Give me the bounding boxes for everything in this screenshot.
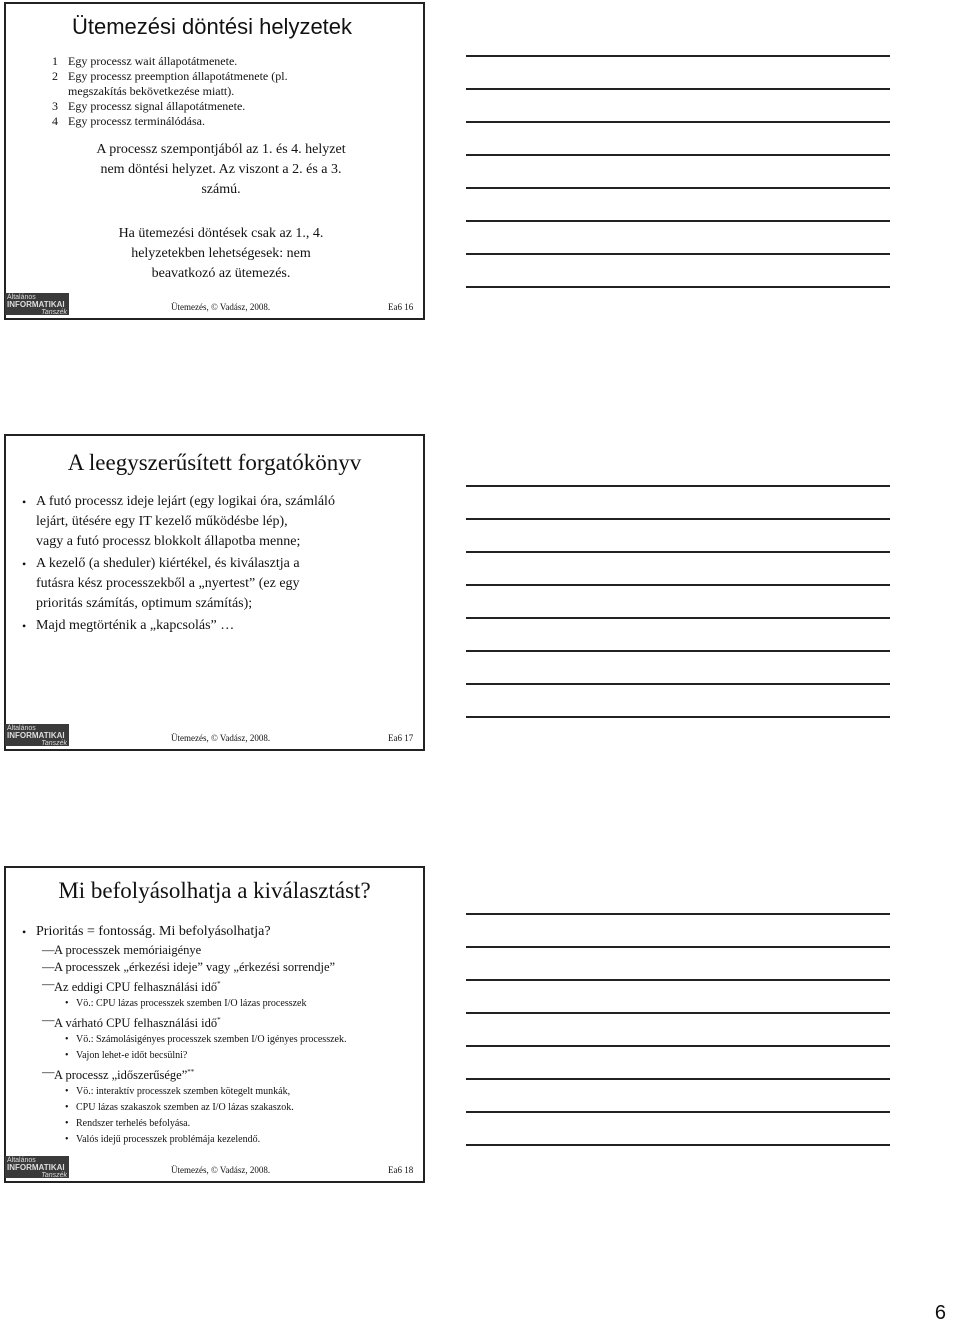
list-item: • Vö.: CPU lázas processzek szemben I/O lázas processzek — [65, 998, 307, 1010]
note-lines — [466, 485, 890, 749]
slide-footer — [6, 725, 423, 745]
list-item: • Vajon lehet-e időt becsülni? — [65, 1050, 188, 1062]
slide-title: Ütemezési döntési helyzetek — [72, 14, 353, 39]
list-item: • A kezelő (a sheduler) kiértékel, és kiválasztja a futásra kész processzekből a „nyertest” (ez egy prioritás számítás, optimum számítás); — [22, 556, 300, 611]
list-item: 2 Egy processz preemption állapotátmenete (pl. — [52, 69, 288, 83]
list-item: • Vö.: interaktív processzek szemben kötegelt munkák, — [65, 1086, 291, 1098]
slide-footer — [6, 294, 423, 314]
slide-number: Ea6 18 — [388, 1165, 414, 1175]
department-logo: Általános INFORMATIKAI Tanszék — [7, 1157, 67, 1178]
numbered-list — [52, 54, 288, 129]
list-item: • Majd megtörténik a „kapcsolás” … — [22, 618, 235, 633]
slide-18 — [4, 866, 425, 1183]
list-item: — A processzek memóriaigénye — [42, 943, 202, 957]
list-item: 3 Egy processz signal állapotátmenete. — [52, 99, 246, 113]
slide-footer — [6, 1157, 423, 1177]
list-item: • A futó processz ideje lejárt (egy logikai óra, számláló lejárt, ütésére egy IT kezelő működésbe lép), vagy a futó processz blokkolt állapotba menne; — [22, 494, 335, 549]
slide-17 — [4, 434, 425, 751]
slide-number: Ea6 16 — [388, 302, 414, 312]
slide-title: A leegyszerűsített forgatókönyv — [67, 450, 362, 475]
note-lines — [466, 913, 890, 1177]
list-item: — A várható CPU felhasználási idő* — [42, 1013, 221, 1031]
slide-title: Mi befolyásolhatja a kiválasztást? — [58, 878, 371, 903]
department-logo: Általános INFORMATIKAI Tanszék — [7, 725, 67, 746]
list-item: • Rendszer terhelés befolyása. — [65, 1118, 191, 1130]
list-item: — Az eddigi CPU felhasználási idő* — [42, 977, 221, 995]
footer-credit: Ütemezés, © Vadász, 2008. — [171, 302, 271, 312]
list-item: — A processzek „érkezési ideje” vagy „érkezési sorrendje” — [42, 960, 336, 974]
slide-16 — [4, 2, 425, 320]
outline-list — [20, 922, 420, 1148]
page-number: 6 — [934, 1302, 946, 1324]
list-item: 1 Egy processz wait állapotátmenete. — [52, 54, 238, 68]
list-item: • Valós idejű processzek problémája kezelendő. — [65, 1134, 261, 1146]
bullet-list — [20, 492, 410, 638]
note-lines — [466, 55, 890, 319]
list-item: 4 Egy processz terminálódása. — [52, 114, 205, 128]
list-item: • Vö.: Számolásigényes processzek szemben I/O igényes processzek. — [65, 1034, 347, 1046]
footer-credit: Ütemezés, © Vadász, 2008. — [171, 733, 271, 743]
list-item: • Prioritás = fontosság. Mi befolyásolhatja? — [22, 924, 271, 939]
list-item: megszakítás bekövetkezése miatt). — [68, 84, 235, 98]
paragraph: A processz szempontjából az 1. és 4. helyzet nem döntési helyzet. Az viszont a 2. és a 3. számú. — [96, 142, 346, 197]
slide-number: Ea6 17 — [388, 733, 414, 743]
list-item: — A processz „időszerűsége”** — [42, 1065, 195, 1083]
list-item: • CPU lázas szakaszok szemben az I/O lázas szakaszok. — [65, 1102, 294, 1114]
paragraph: Ha ütemezési döntések csak az 1., 4. helyzetekben lehetségesek: nem beavatkozó az ütemezés. — [118, 226, 324, 281]
footer-credit: Ütemezés, © Vadász, 2008. — [171, 1165, 271, 1175]
department-logo: Általános INFORMATIKAI Tanszék — [7, 294, 67, 315]
